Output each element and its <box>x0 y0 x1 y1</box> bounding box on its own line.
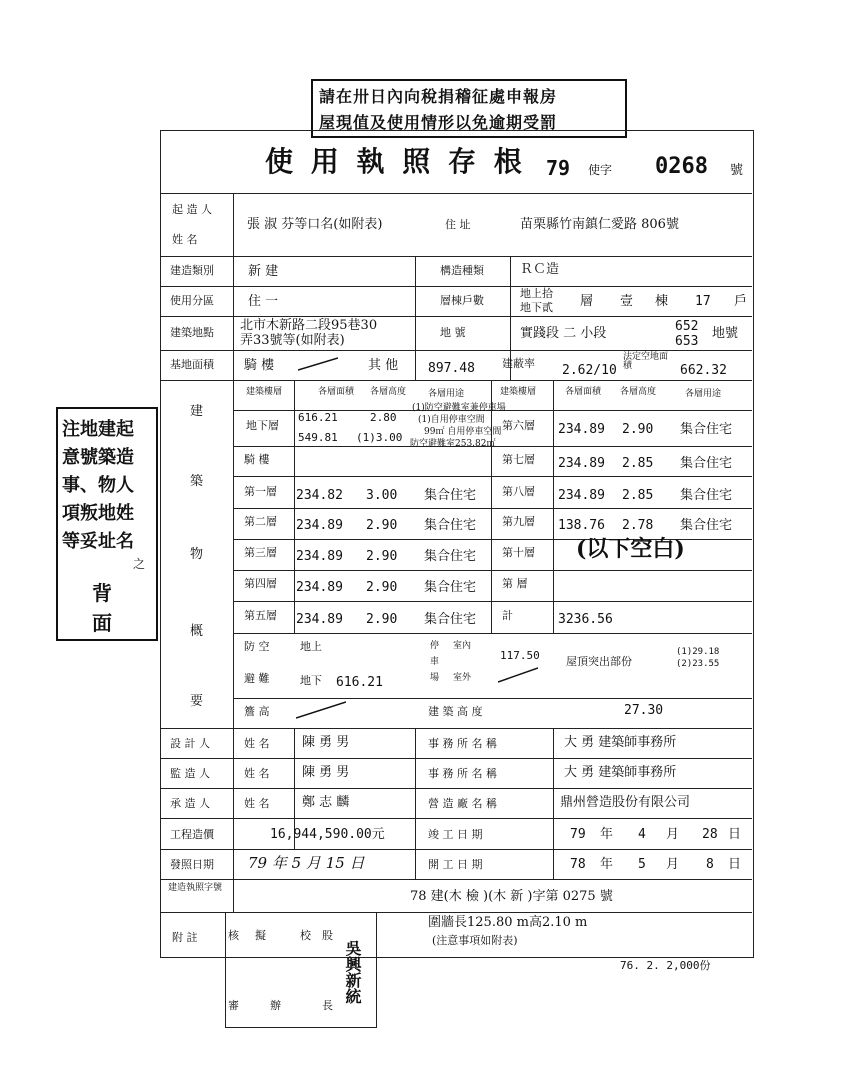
start-day-unit: 日 <box>728 857 742 872</box>
right-height-3: 2.78 <box>622 518 654 533</box>
approval-stamp: 吳興新統 <box>343 940 362 1004</box>
lot-number-2: 653 <box>675 334 699 349</box>
parking-label-3: 場 <box>430 673 440 683</box>
shelter-label-1: 防 空 <box>244 640 270 653</box>
basement-area-2: 549.81 <box>298 431 338 444</box>
finish-year: 79 <box>570 827 586 842</box>
license-zi: 使字 <box>588 163 613 177</box>
basement-use-2: (1)自用停車空間 <box>418 415 485 425</box>
header-use-left: 各層用途 <box>428 389 465 399</box>
other-label: 其 他 <box>368 358 399 373</box>
finish-day: 28 <box>702 827 718 842</box>
parking-label-1: 停 <box>430 641 440 651</box>
basement-height-2: (1)3.00 <box>356 431 403 444</box>
coverage-value: 2.62/10 <box>562 363 617 378</box>
right-floor-2: 第八層 <box>502 485 535 498</box>
approval-col-5: 校 <box>300 929 311 942</box>
right-floor-0: 第六層 <box>502 419 535 432</box>
left-area-2: 234.82 <box>296 488 343 503</box>
left-use-5: 集合住宅 <box>424 580 477 595</box>
right-use-2: 集合住宅 <box>680 488 733 503</box>
right-floor-5: 第 層 <box>502 577 528 590</box>
right-floor-1: 第七層 <box>502 453 535 466</box>
issue-date: 79 年 5 月 15 日 <box>248 854 365 872</box>
supervisor-name: 陳 勇 男 <box>302 765 350 780</box>
finish-month: 4 <box>638 827 646 842</box>
right-use-1: 集合住宅 <box>680 456 733 471</box>
start-day: 8 <box>706 857 714 872</box>
households-count: 17 <box>695 294 711 309</box>
print-run: 76. 2. 2,000份 <box>620 959 711 972</box>
contractor-office: 鼎州營造股份有限公司 <box>560 795 691 810</box>
left-use-6: 集合住宅 <box>424 612 477 627</box>
notes-line-1: 圍牆長125.80 m高2.10 m <box>428 915 588 930</box>
finish-date-label: 竣 工 日 期 <box>428 828 483 841</box>
left-use-2: 集合住宅 <box>424 488 477 503</box>
tax-notice-line-1: 請在卅日內向稅捐稽征處申報房 <box>319 87 558 106</box>
issue-date-label: 發照日期 <box>170 858 214 871</box>
left-height-5: 2.90 <box>366 580 398 595</box>
parking-indoor-label: 室內 <box>453 641 472 651</box>
roof-value-2: (2)23.55 <box>676 659 720 669</box>
parking-outdoor-label: 室外 <box>453 673 472 683</box>
tax-notice-line-2: 屋現值及使用情形以免逾期受罰 <box>319 113 558 132</box>
legal-open-value: 662.32 <box>680 363 727 378</box>
right-use-0: 集合住宅 <box>680 422 733 437</box>
left-height-4: 2.90 <box>366 549 398 564</box>
side-note-line-1: 注地建起 <box>62 419 134 440</box>
license-number: 0268 <box>655 154 708 179</box>
side-note-extra-3: 面 <box>92 611 112 635</box>
builder-label-1: 起 造 人 <box>172 203 212 216</box>
structure-label: 構造種類 <box>440 264 484 277</box>
land-section: 實踐段 二 小段 <box>520 326 607 341</box>
side-note-extra-2: 背 <box>92 581 112 605</box>
start-year-unit: 年 <box>600 857 614 872</box>
right-area-1: 234.89 <box>558 456 605 471</box>
header-area-left: 各層面積 <box>318 387 355 397</box>
land-number-label: 地 號 <box>440 326 466 339</box>
side-note-line-3: 事、物人 <box>62 475 134 496</box>
side-note-box <box>56 407 158 641</box>
left-floor-2: 第一層 <box>244 485 277 498</box>
floors-ceng: 層 <box>580 294 594 309</box>
designer-label: 設 計 人 <box>170 737 210 750</box>
approval-col-2: 審 <box>228 999 239 1012</box>
start-month-unit: 月 <box>666 857 680 872</box>
buildings-count: 壹 <box>620 294 634 309</box>
left-floor-6: 第五層 <box>244 609 277 622</box>
builder-address: 苗栗縣竹南鎮仁愛路 806號 <box>520 217 679 232</box>
basement-use-4: 防空避難室253.82㎡ <box>410 439 496 449</box>
blank-below-stamp: (以下空白) <box>576 536 685 562</box>
shelter-label-2: 避 難 <box>244 672 270 685</box>
right-height-0: 2.90 <box>622 422 654 437</box>
left-floor-4: 第三層 <box>244 546 277 559</box>
building-side-5: 要 <box>190 694 204 709</box>
start-month: 5 <box>638 857 646 872</box>
cost-value: 16,944,590.00元 <box>270 827 385 842</box>
left-height-2: 3.00 <box>366 488 398 503</box>
zone-value: 住 一 <box>248 294 279 309</box>
left-area-5: 234.89 <box>296 580 343 595</box>
basement-use-3: 99㎡ 自用停車空間 <box>424 427 502 437</box>
contractor-name: 鄭 志 麟 <box>302 795 350 810</box>
contractor-office-label: 營 造 廠 名 稱 <box>428 797 497 810</box>
shelter-below-value: 616.21 <box>336 675 383 690</box>
side-note-line-2: 意號築造 <box>62 447 134 468</box>
header-height-left: 各層高度 <box>370 387 407 397</box>
form-title: 使 用 執 照 存 根 <box>265 145 526 178</box>
permit-number: 78 建(木 檢 )(木 新 )字第 0275 號 <box>410 889 613 904</box>
left-floor-5: 第四層 <box>244 577 277 590</box>
header-area-right: 各層面積 <box>565 387 602 397</box>
right-height-1: 2.85 <box>622 456 654 471</box>
lot-number-1: 652 <box>675 319 699 334</box>
supervisor-office: 大 勇 建築師事務所 <box>564 765 677 780</box>
designer-name: 陳 勇 男 <box>302 735 350 750</box>
left-height-3: 2.90 <box>366 518 398 533</box>
site-address-2: 弄33號等(如附表) <box>240 333 345 348</box>
start-year: 78 <box>570 857 586 872</box>
parking-indoor-value: 117.50 <box>500 649 540 662</box>
contractor-label: 承 造 人 <box>170 797 210 810</box>
right-area-3: 138.76 <box>558 518 605 533</box>
building-side-2: 築 <box>190 474 204 489</box>
designer-office-label: 事 務 所 名 稱 <box>428 737 497 750</box>
right-area-0: 234.89 <box>558 422 605 437</box>
zone-label: 使用分區 <box>170 294 214 307</box>
header-floor-right: 建築樓層 <box>500 387 537 397</box>
roof-value-1: (1)29.18 <box>676 647 720 657</box>
coverage-label: 建蔽率 <box>502 357 535 370</box>
approval-col-6: 股 <box>322 929 333 942</box>
left-floor-1: 騎 樓 <box>244 453 270 466</box>
roof-label: 屋頂突出部份 <box>566 655 632 668</box>
right-floor-6: 計 <box>502 609 513 622</box>
basement-use-1: (1)防空避難室兼停車場 <box>412 403 506 413</box>
notes-label: 附 註 <box>172 931 198 944</box>
builder-address-label: 住 址 <box>445 218 471 231</box>
build-type-value: 新 建 <box>248 264 279 279</box>
header-floor-left: 建築樓層 <box>246 387 283 397</box>
right-floor-4: 第十層 <box>502 546 535 559</box>
site-area-label: 基地面積 <box>170 358 214 371</box>
site-address-1: 北市木新路二段95巷30 <box>240 318 378 333</box>
floors-label: 層棟戶數 <box>440 294 484 307</box>
building-side-1: 建 <box>190 404 204 419</box>
right-height-2: 2.85 <box>622 488 654 503</box>
basement-height-1: 2.80 <box>370 411 397 424</box>
shelter-above-label: 地上 <box>300 640 322 653</box>
supervisor-office-label: 事 務 所 名 稱 <box>428 767 497 780</box>
designer-office: 大 勇 建築師事務所 <box>564 735 677 750</box>
permit-label: 建造執照字號 <box>168 883 223 893</box>
finish-month-unit: 月 <box>666 827 680 842</box>
parking-label-2: 車 <box>430 657 440 667</box>
households-unit: 戶 <box>734 294 748 309</box>
lot-suffix: 地號 <box>712 326 739 341</box>
basement-area-1: 616.21 <box>298 411 338 424</box>
floors-above: 地上拾 <box>520 287 553 300</box>
finish-year-unit: 年 <box>600 827 614 842</box>
other-area-value: 897.48 <box>428 361 475 376</box>
contractor-name-label: 姓 名 <box>244 797 270 810</box>
builder-name: 張 淑 芬等口名(如附表) <box>247 217 383 232</box>
builder-label-2: 姓 名 <box>172 233 198 246</box>
side-note-line-5: 等妥址名 <box>62 531 134 552</box>
basement-floor: 地下層 <box>246 419 279 432</box>
designer-name-label: 姓 名 <box>244 737 270 750</box>
license-hao: 號 <box>730 163 744 178</box>
building-height-value: 27.30 <box>624 703 664 718</box>
supervisor-label: 監 造 人 <box>170 767 210 780</box>
shelter-below-label: 地下 <box>300 674 322 687</box>
approval-col-4: 辦 <box>270 999 281 1012</box>
floors-below: 地下貳 <box>520 301 553 314</box>
building-height-label: 建 築 高 度 <box>428 705 483 718</box>
arcade-label: 騎 樓 <box>244 358 275 373</box>
notes-line-2: (注意事項如附表) <box>432 934 518 947</box>
left-height-6: 2.90 <box>366 612 398 627</box>
building-side-3: 物 <box>190 547 204 562</box>
side-note-line-4: 項叛地姓 <box>62 503 134 524</box>
license-year: 79 <box>546 156 571 180</box>
side-note-extra-1: 之 <box>133 557 146 571</box>
structure-value: ＲＣ造 <box>520 262 560 277</box>
finish-day-unit: 日 <box>728 827 742 842</box>
cost-label: 工程造價 <box>170 828 214 841</box>
supervisor-name-label: 姓 名 <box>244 767 270 780</box>
approval-col-1: 核 <box>228 929 239 942</box>
approval-col-7: 長 <box>322 999 333 1012</box>
right-use-3: 集合住宅 <box>680 518 733 533</box>
legal-open-label: 法定空地面積 <box>623 352 669 371</box>
left-use-3: 集合住宅 <box>424 518 477 533</box>
header-use-right: 各層用途 <box>685 389 722 399</box>
header-height-right: 各層高度 <box>620 387 657 397</box>
site-label: 建築地點 <box>170 326 214 339</box>
build-type-label: 建造類別 <box>170 264 214 277</box>
approval-col-3: 擬 <box>255 929 266 942</box>
left-area-6: 234.89 <box>296 612 343 627</box>
right-area-6: 3236.56 <box>558 612 613 627</box>
buildings-unit: 棟 <box>655 294 669 309</box>
left-floor-3: 第二層 <box>244 515 277 528</box>
eaves-label: 簷 高 <box>244 705 270 718</box>
right-floor-3: 第九層 <box>502 515 535 528</box>
start-date-label: 開 工 日 期 <box>428 858 483 871</box>
building-side-4: 概 <box>190 624 204 639</box>
left-area-3: 234.89 <box>296 518 343 533</box>
left-area-4: 234.89 <box>296 549 343 564</box>
right-area-2: 234.89 <box>558 488 605 503</box>
left-use-4: 集合住宅 <box>424 549 477 564</box>
